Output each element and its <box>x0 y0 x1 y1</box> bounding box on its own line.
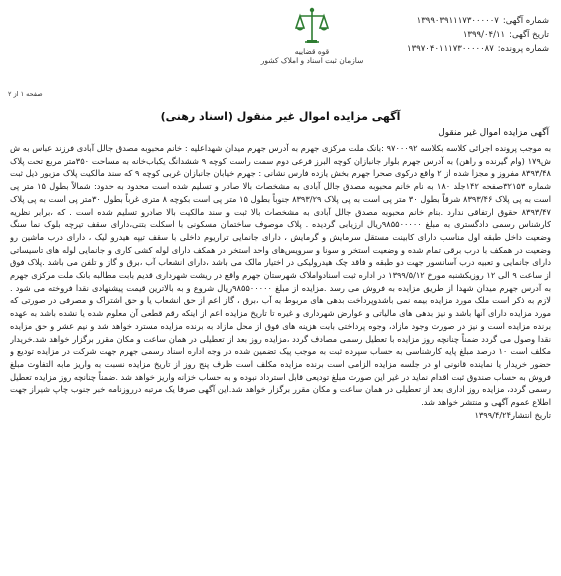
file-number-row <box>384 42 549 56</box>
org-line-2: سازمان ثبت اسناد و املاک کشور <box>260 56 364 65</box>
notice-title: آگهی مزایده اموال غیر منقول (اسناد رهنی) <box>160 110 401 123</box>
notice-subtitle: آگهی مزایده اموال غیر منقول <box>438 128 549 138</box>
notice-number-row <box>384 14 549 28</box>
iran-emblem-icon <box>295 6 329 46</box>
notice-body <box>10 142 551 570</box>
publish-date: تاریخ انتشار۱۳۹۹/۴/۲۴ <box>474 409 551 420</box>
notice-number: ۱۳۹۹۰۳۹۱۱۱۷۳۰۰۰۰۰۷ <box>416 16 499 26</box>
page-number: صفحه ۱ از ۲ <box>8 90 43 98</box>
file-number-label: شماره پرونده: <box>497 44 549 54</box>
org-line-1: قوه قضاییه <box>294 47 330 56</box>
notice-date-label: تاریخ آگهی: <box>509 30 549 40</box>
notice-date: ۱۳۹۹/۰۴/۱۱ <box>462 30 506 40</box>
notice-date-row <box>384 28 549 42</box>
file-number: ۱۳۹۷۰۴۰۱۱۱۷۳۰۰۰۰۰۸۷ <box>407 44 494 54</box>
notice-meta <box>384 14 549 56</box>
notice-body-text: به موجب پرونده اجرائی کلاسه بکلاسه ۹۷۰۰۰۹۲ :بانک ملت مرکزی جهرم به آدرس جهرم میدان شهداعلیه : خانم محبوبه مصدق جالل آبادی فرزند عباس به ش ش۱۷۹ (وام گیرنده و راهن) به آدرس جهرم بلوار جانبازان کوچه البرز فرعی دوم سمت راست کوچه ۹ ششدانگ یکباب‌خانه به مساحت ۳۵۰متر مربع تحت پلاک ۸۳۹۳/۴۸ مفروز و مجزا شده از ۲ واقع درکوی صحرا جهرم بخش یازده فارس نشانی : جهرم خیابان جانبازان غربی کوچه ۹ که سند مالکیت پلاک مزبور ذیل ثبت شماره ۳۲۱۵۳صفحه ۱۴۲جلد ۱۸۰ به نام خانم محبوبه مصدق جالل آبادی به مشخصات بالا صادر و تسلیم شده است محدود به حدود: شمالاً بطول ۱۵ متر پی است به پی پلاک ۸۳۹۳/۴۶ شرقاً بطول ۳۰ متر پی است به پی پلاک ۸۳۹۳/۲۹ جنوباً بطول ۱۵ متر پی است بکوچه ۸ متری غرباً بطول ۳۰متر پی است به پی پلاک ۸۳۹۳/۴۷ حقوق ارتفاقی ندارد .بنام خانم محبوبه مصدق جالل آبادی به مشخصات بالا ثبت و سند مالکیت بالا صادرو تسلیم شده است . که ،برابر نظریه کارشناس رسمی دادگستری به مبلغ ۹۸۵۵۰۰۰۰۰ریال ارزیابی گردیده . پلاک موصوف ساختمان مسکونی با اسکلت بتنی،دارای سقف تیرچه بلوک نما سنگ وضعیت داخل طبقه اول مناسب دارای کابینت مستقل سرمایش و گرمایش ، دارای جانمایی تراریوم داخلی با سقف تیپه هیدرو لیک ، دارای درب ماشین رو وضعیت در همکف با درب برقی تمام شده و وضعیت استخر و سونا و سرویس‌های واحد استخر در همکف دارای لوله کشی کاری و جانمایی لوله های تاسیساتی دارای جانمایی و تعبیه درب آسانسور جهت دو طبقه و فاقد چک هیدرولیکی در اختیار مالک می باشد ،دارای انشعاب آب ،برق و گاز و تلفن می باشد .پلاک فوق از ساعت ۹ الی ۱۲ روزیکشنبه مورخ ۱۳۹۹/۵/۱۲ در اداره ثبت اسناد‌و‌املاک شهرستان جهرم واقع در ریشت شهرداری قدیم بابت مطالبه بانک ملت مرکزی جهرم به آدرس جهرم میدان شهدا از طریق مزایده به فروش می رسد .مزایده از مبلغ ۹۸۵۵۰۰۰۰۰ریال شروع و به بالاترین قیمت پیشنهادی نقدا فروخته می شود . لازم به ذکر است ملک مورد مزایده بیمه نمی باشدوپرداخت بدهی های مربوط به آب ،برق ، گاز اعم از حق انشعاب یا و حق اشتراک و مصرفی در صورتی که مورد مزایده دارای آنها باشد و نیز بدهی های مالیاتی و عوارض شهرداری و غیره تا تاریخ مزایده اعم از اینکه رقم قطعی آن معلوم شده یا نشده باشد به عهده برنده مزایده است و نیز در صورت وجود مازاد، وجوه پرداختی بابت هزینه های فوق از محل مازاد به برنده مزایده مسترد خواهد شد و نیم عشر و حق مزایده نقدا وصول می گردد ضمناً چنانچه روز مزایده با تعطیل رسمی مصادف گردد ،مزایده روز بعد از تعطیلی در همان ساعت و مکان مقرر برگزار خواهد شد.خریدار مکلف است ۱۰ درصد مبلغ پایه کارشناسی به حساب سپرده ثبت به موجب پیک تضمین شده در وجه اداره اسناد رسمی جهرم جهت شرکت در مزایده تودیع و حضور خریدار یا نماینده قانونی او در جلسه مزایده الزامی است برنده مزایده مکلف است ظرف پنج روز از تاریخ مزایده نسبت به واریز مابه التفاوت مبلغ فروش به حساب صندوق ثبت اقدام نماید در غیر این صورت مبلغ تودیعی قابل استرداد نبوده و به حساب خزانه واریز خواهد شد .ضمناً چنانچه روز مزایده تعطیل رسمی گردد، مزایده روز اداری بعد از تعطیلی در همان ساعت و مکان مقرر برگزار خواهد شد.این آگهی صرفا یک مرتبه درروزنامه خبر جنوب چاپ شیراز جهت اطلاع عموم آگهی و منتشر خواهد شد. <box>10 143 551 408</box>
emblem <box>242 6 382 80</box>
notice-number-label: شماره آگهی: <box>502 16 549 26</box>
